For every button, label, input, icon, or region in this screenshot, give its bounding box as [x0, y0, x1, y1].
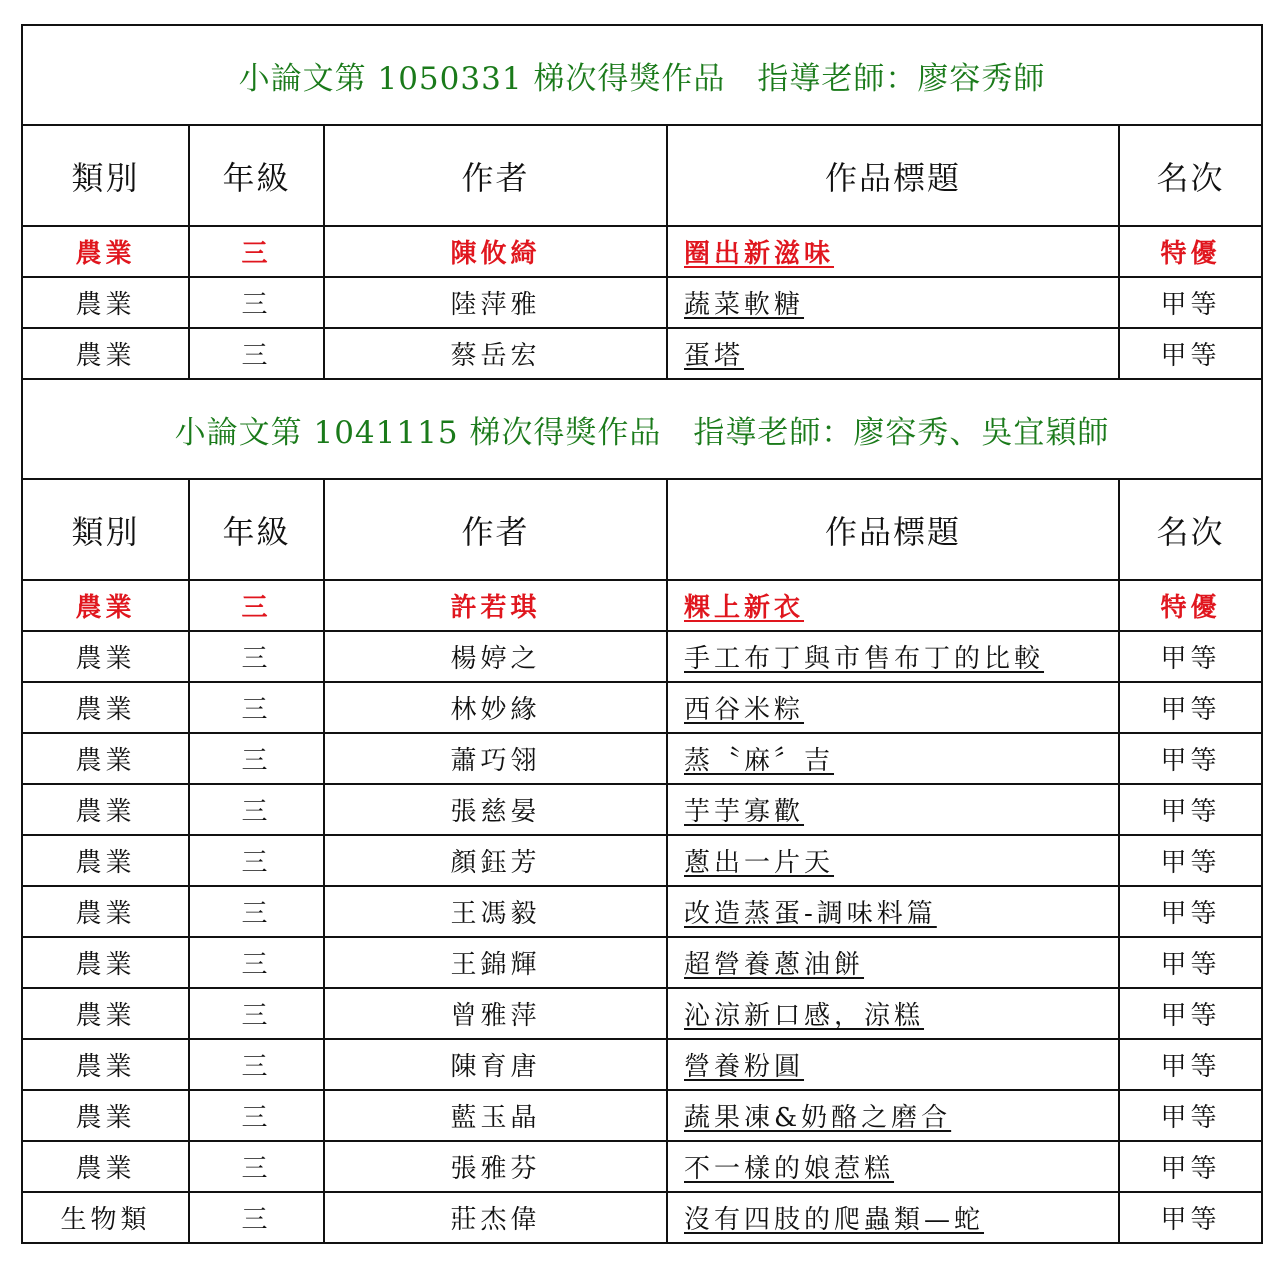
- cell-author: 張雅芬: [324, 1141, 667, 1192]
- cell-work-title: [667, 988, 1119, 1039]
- cell-author: 蔡岳宏: [324, 328, 667, 379]
- cell-rank: 甲等: [1119, 631, 1262, 682]
- cell-rank: 甲等: [1119, 937, 1262, 988]
- cell-grade: 三: [189, 937, 324, 988]
- cell-work-title: [667, 226, 1119, 277]
- cell-grade: 三: [189, 277, 324, 328]
- table-row: [22, 733, 1262, 784]
- cell-work-title: [667, 886, 1119, 937]
- cell-work-title: [667, 1141, 1119, 1192]
- work-title-text: 改造蒸蛋-調味料篇: [684, 899, 937, 929]
- header-rank: 名次: [1119, 479, 1262, 580]
- table-row: [22, 988, 1262, 1039]
- work-title-text: 圈出新滋味: [684, 239, 835, 269]
- section-title: [22, 379, 1262, 479]
- header-author: 作者: [324, 125, 667, 226]
- cell-rank: 甲等: [1119, 1090, 1262, 1141]
- cell-grade: 三: [189, 1141, 324, 1192]
- table-row: [22, 580, 1262, 631]
- cell-category: 農業: [22, 1141, 189, 1192]
- cell-work-title: [667, 277, 1119, 328]
- cell-author: 莊杰偉: [324, 1192, 667, 1243]
- work-title-text: 蔬果凍&奶酪之磨合: [684, 1103, 952, 1133]
- cell-grade: 三: [189, 1039, 324, 1090]
- work-title-text: 蒸〝麻〞吉: [684, 746, 835, 776]
- cell-work-title: [667, 1090, 1119, 1141]
- table-row: [22, 886, 1262, 937]
- table-row: [22, 277, 1262, 328]
- cell-rank: 特優: [1119, 226, 1262, 277]
- cell-category: 農業: [22, 886, 189, 937]
- work-title-text: 超營養蔥油餅: [684, 950, 865, 980]
- cell-category: 農業: [22, 733, 189, 784]
- cell-rank: 甲等: [1119, 1192, 1262, 1243]
- work-title-text: 不一樣的娘惹糕: [684, 1154, 895, 1184]
- cell-grade: 三: [189, 580, 324, 631]
- table-row: [22, 784, 1262, 835]
- cell-rank: 特優: [1119, 580, 1262, 631]
- cell-category: 農業: [22, 988, 189, 1039]
- table-row: [22, 1141, 1262, 1192]
- work-title-text: 營養粉圓: [684, 1052, 805, 1082]
- cell-grade: 三: [189, 733, 324, 784]
- cell-rank: 甲等: [1119, 733, 1262, 784]
- cell-author: 林妙緣: [324, 682, 667, 733]
- cell-author: 許若琪: [324, 580, 667, 631]
- cell-work-title: [667, 937, 1119, 988]
- table-row: [22, 1192, 1262, 1243]
- cell-rank: 甲等: [1119, 784, 1262, 835]
- cell-author: 陳育唐: [324, 1039, 667, 1090]
- cell-category: 農業: [22, 631, 189, 682]
- work-title-text: 粿上新衣: [684, 593, 805, 623]
- cell-rank: 甲等: [1119, 988, 1262, 1039]
- cell-work-title: [667, 328, 1119, 379]
- cell-category: 農業: [22, 682, 189, 733]
- section-title-row: [22, 25, 1262, 125]
- cell-category: 農業: [22, 937, 189, 988]
- cell-author: 曾雅萍: [324, 988, 667, 1039]
- table-row: [22, 226, 1262, 277]
- work-title-text: 蔬菜軟糖: [684, 290, 805, 320]
- cell-author: 張慈晏: [324, 784, 667, 835]
- table-row: [22, 682, 1262, 733]
- table-row: [22, 835, 1262, 886]
- header-grade: 年級: [189, 125, 324, 226]
- cell-grade: 三: [189, 631, 324, 682]
- section-title-text: 小論文第 1041115 梯次得獎作品 指導老師：廖容秀、吳宜穎師: [174, 414, 1110, 451]
- cell-grade: 三: [189, 226, 324, 277]
- work-title-text: 沁涼新口感，涼糕: [684, 1001, 925, 1031]
- cell-author: 顏鈺芳: [324, 835, 667, 886]
- section-title-row: [22, 379, 1262, 479]
- cell-grade: 三: [189, 682, 324, 733]
- cell-rank: 甲等: [1119, 277, 1262, 328]
- header-row: [22, 479, 1262, 580]
- cell-grade: 三: [189, 784, 324, 835]
- section-title: [22, 25, 1262, 125]
- table-row: [22, 631, 1262, 682]
- header-author: 作者: [324, 479, 667, 580]
- work-title-text: 沒有四肢的爬蟲類—蛇: [684, 1205, 985, 1235]
- work-title-text: 手工布丁與市售布丁的比較: [684, 644, 1045, 674]
- cell-work-title: [667, 1039, 1119, 1090]
- work-title-text: 西谷米粽: [684, 695, 805, 725]
- cell-author: 楊婷之: [324, 631, 667, 682]
- cell-author: 蕭巧翎: [324, 733, 667, 784]
- cell-grade: 三: [189, 1192, 324, 1243]
- header-row: [22, 125, 1262, 226]
- table-row: [22, 937, 1262, 988]
- cell-work-title: [667, 580, 1119, 631]
- cell-category: 生物類: [22, 1192, 189, 1243]
- cell-grade: 三: [189, 988, 324, 1039]
- cell-category: 農業: [22, 1039, 189, 1090]
- cell-rank: 甲等: [1119, 1039, 1262, 1090]
- cell-category: 農業: [22, 328, 189, 379]
- cell-category: 農業: [22, 784, 189, 835]
- cell-rank: 甲等: [1119, 682, 1262, 733]
- cell-rank: 甲等: [1119, 1141, 1262, 1192]
- section-title-text: 小論文第 1050331 梯次得獎作品 指導老師：廖容秀師: [238, 60, 1046, 97]
- work-title-text: 蛋塔: [684, 341, 745, 371]
- cell-work-title: [667, 1192, 1119, 1243]
- cell-grade: 三: [189, 1090, 324, 1141]
- cell-work-title: [667, 631, 1119, 682]
- cell-rank: 甲等: [1119, 328, 1262, 379]
- cell-work-title: [667, 682, 1119, 733]
- cell-grade: 三: [189, 328, 324, 379]
- cell-grade: 三: [189, 886, 324, 937]
- work-title-text: 蔥出一片天: [684, 848, 835, 878]
- table-row: [22, 328, 1262, 379]
- header-work-title: 作品標題: [667, 479, 1119, 580]
- cell-author: 藍玉晶: [324, 1090, 667, 1141]
- header-work-title: 作品標題: [667, 125, 1119, 226]
- cell-category: 農業: [22, 1090, 189, 1141]
- header-category: 類別: [22, 125, 189, 226]
- header-rank: 名次: [1119, 125, 1262, 226]
- cell-grade: 三: [189, 835, 324, 886]
- work-title-text: 芋芋寡歡: [684, 797, 805, 827]
- award-document: [21, 24, 1261, 1244]
- header-grade: 年級: [189, 479, 324, 580]
- cell-rank: 甲等: [1119, 835, 1262, 886]
- cell-rank: 甲等: [1119, 886, 1262, 937]
- cell-category: 農業: [22, 580, 189, 631]
- header-category: 類別: [22, 479, 189, 580]
- cell-category: 農業: [22, 226, 189, 277]
- table-row: [22, 1090, 1262, 1141]
- cell-work-title: [667, 733, 1119, 784]
- cell-category: 農業: [22, 277, 189, 328]
- cell-author: 陳攸綺: [324, 226, 667, 277]
- cell-author: 陸萍雅: [324, 277, 667, 328]
- table-row: [22, 1039, 1262, 1090]
- cell-work-title: [667, 835, 1119, 886]
- cell-author: 王錦輝: [324, 937, 667, 988]
- award-table: [21, 24, 1263, 1244]
- cell-author: 王馮毅: [324, 886, 667, 937]
- cell-work-title: [667, 784, 1119, 835]
- cell-category: 農業: [22, 835, 189, 886]
